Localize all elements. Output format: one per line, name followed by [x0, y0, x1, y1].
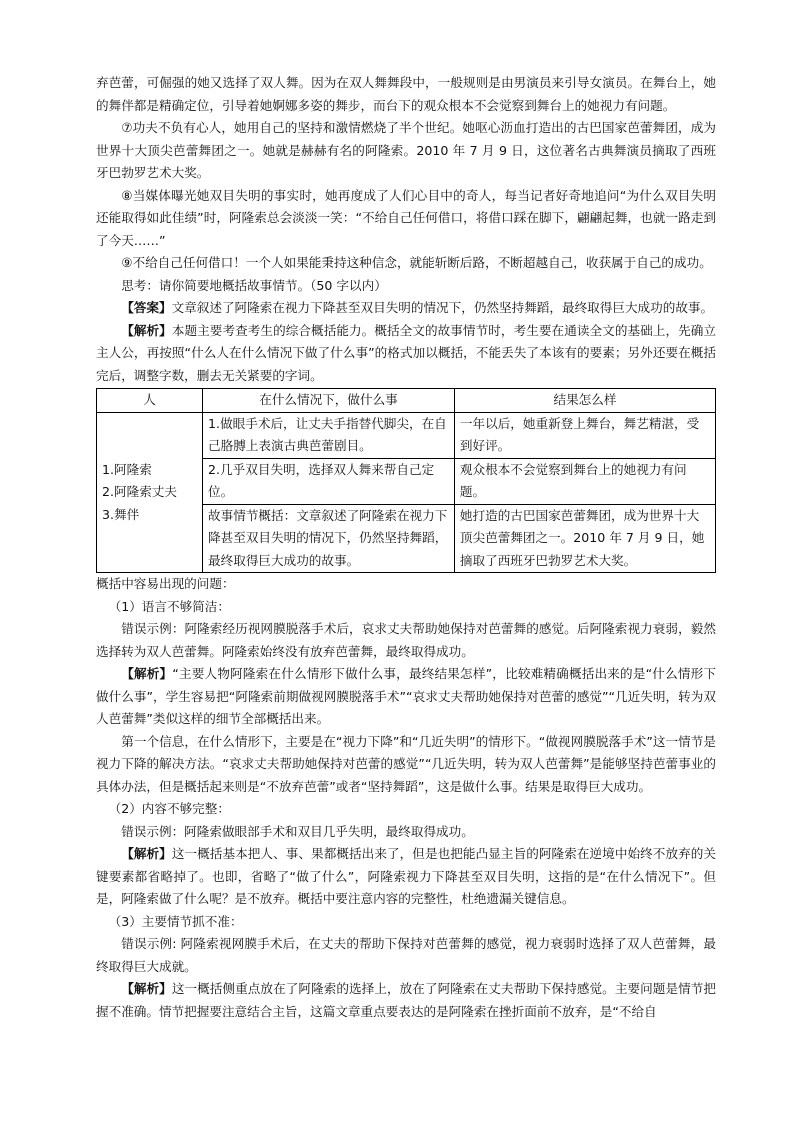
table-cell: 她打造的古巴国家芭蕾舞团，成为世界十大顶尖芭蕾舞团之一。2010 年 7 月 9 日，她摘取了西班牙巴勃罗艺术大奖。	[454, 504, 715, 573]
table-header: 结果怎么样	[454, 389, 715, 413]
problem-1-wrong: 错误示例：阿隆索经历视网膜脱落手术后，哀求丈夫帮助她保持对芭蕾舞的感觉。后阿隆索视力衰弱，毅然选择转为双人芭蕾舞。阿隆索始终没有放弃芭蕾舞，最终取得成功。	[96, 621, 716, 659]
table-cell: 1.做眼手术后，让丈夫手指替代脚尖，在自己胳膊上表演古典芭蕾剧目。	[203, 412, 455, 458]
question: 思考：请你简要地概括故事情节。（50 字以内）	[121, 277, 387, 293]
analysis-tag: 【解析】	[121, 846, 172, 861]
problem-3-analysis: 【解析】这一概括侧重点放在了阿隆索的选择上，放在了阿隆索在丈夫帮助下保持感觉。主要问题是情节把握不准确。情节把握要注意结合主旨，这篇文章重点要表达的是阿隆索在挫折面前不放弃，是“不给自	[96, 981, 717, 1019]
table-row	[97, 412, 716, 458]
problem-3-title: （3）主要情节抓不准：	[108, 913, 243, 929]
table-cell: 一年以后，她重新登上舞台，舞艺精湛，受到好评。	[454, 412, 715, 458]
person-label: 2.阿隆索丈夫	[102, 484, 177, 499]
problem-2-title: （2）内容不够完整：	[108, 801, 230, 816]
table-cell: 故事情节概括：文章叙述了阿隆索在视力下降甚至双目失明的情况下，仍然坚持舞蹈，最终取得巨大成功的故事。	[203, 504, 455, 573]
problem-2-analysis: 【解析】这一概括基本把人、事、果都概括出来了，但是也把能凸显主旨的阿隆索在逆境中始终不放弃的关键要素都省略掉了。也即，省略了“做了什么”，阿隆索视力下降甚至双目失明，这指的是“在什么情况下”。但是，阿隆索做了什么呢？是不放弃。概括中要注意内容的完整性，杜绝遗漏关键信息。	[96, 846, 717, 906]
paragraph: ⑦功夫不负有心人，她用自己的坚持和激情燃烧了半个世纪。她呕心沥血打造出的古巴国家芭蕾舞团，成为世界十大顶尖芭蕾舞团之一。她就是赫赫有名的阿隆索。2010 年 7 月 9 日，这位著名古典舞演员摘取了西班牙巴勃罗艺术大奖。	[96, 120, 716, 180]
problem-1-title: （1）语言不够简洁：	[108, 598, 230, 614]
problem-1-extra: 第一个信息，在什么情形下，主要是在“视力下降”和“几近失明”的情形下。“做视网膜脱落手术”这一情节是视力下降的解决方法。“哀求丈夫帮助她保持对芭蕾的感觉”“几近失明，转为双人芭蕾舞”是能够坚持芭蕾事业的具体办法，但是概括起来则是“不放弃芭蕾”或者“坚持舞蹈”，这是做什么事。结果是取得巨大成功。	[96, 733, 716, 794]
table-header-row	[97, 389, 716, 413]
people-cell	[97, 412, 203, 573]
table-header: 在什么情况下，做什么事	[203, 389, 455, 413]
table-cell: 观众根本不会觉察到舞台上的她视力有问题。	[454, 458, 715, 504]
analysis-paragraph	[96, 320, 716, 388]
analysis-tag: 【解析】	[121, 981, 172, 996]
summary-table	[96, 388, 716, 573]
problem-2-wrong: 错误示例：阿隆索做眼部手术和双目几乎失明，最终取得成功。	[121, 823, 474, 839]
analysis-text: 本题主要考查考生的综合概括能力。概括全文的故事情节时，考生要在通读全文的基础上，先确立主人公，再按照“什么人在什么情况下做了什么事”的格式加以概括，不能丢失了本该有的要素；另外还要在概括完后，调整字数，删去无关紧要的字词。	[96, 322, 717, 383]
person-label: 1.阿隆索	[102, 461, 152, 477]
answer-text: 文章叙述了阿隆索在视力下降甚至双目失明的情况下，仍然坚持舞蹈，最终取得巨大成功的故事。	[171, 300, 714, 315]
answer-paragraph	[96, 297, 716, 320]
problem-1-analysis: 【解析】“主要人物阿隆索在什么情形下做什么事，最终结果怎样”，比较难精确概括出来的是“什么情形下做什么事”，学生容易把“阿隆索前期做视网膜脱落手术”“哀求丈夫帮助她保持对芭蕾的感觉”“几近失明，转为双人芭蕾舞”类似这样的细节全部概括出来。	[96, 666, 717, 726]
analysis-tag: 【解析】	[121, 666, 173, 681]
problems-title: 概括中容易出现的问题：	[96, 576, 235, 591]
paragraph: ⑨不给自己任何借口！一个人如果能秉持这种信念，就能斩断后路，不断超越自己，收获属于自己的成功。	[121, 255, 712, 270]
table-cell: 2.几乎双目失明，选择双人舞来帮自己定位。	[203, 458, 455, 504]
problem-3-wrong: 错误示例: 阿隆索视网膜手术后，在丈夫的帮助下保持对芭蕾舞的感觉，视力衰弱时选择了双人芭蕾舞，最终取得巨大成就。	[96, 936, 716, 974]
paragraph: ⑧当媒体曝光她双目失明的事实时，她再度成了人们心目中的奇人，每当记者好奇地追问“为什么双目失明还能取得如此佳绩”时，阿隆索总会淡淡一笑：“不给自己任何借口，将借口踩在脚下，翩翩起舞，也就一路走到了今天……”	[96, 187, 716, 248]
paragraph: 弃芭蕾，可倔强的她又选择了双人舞。因为在双人舞舞段中，一般规则是由男演员来引导女演员。在舞台上，她的舞伴都是精确定位，引导着她婀娜多姿的舞步，而台下的观众根本不会觉察到舞台上的她视力有问题。	[96, 75, 716, 113]
analysis-tag: 【解析】	[121, 322, 172, 338]
table-header: 人	[97, 389, 203, 413]
document-page	[96, 72, 716, 1023]
person-label: 3.舞伴	[102, 506, 140, 522]
answer-tag: 【答案】	[121, 300, 172, 315]
